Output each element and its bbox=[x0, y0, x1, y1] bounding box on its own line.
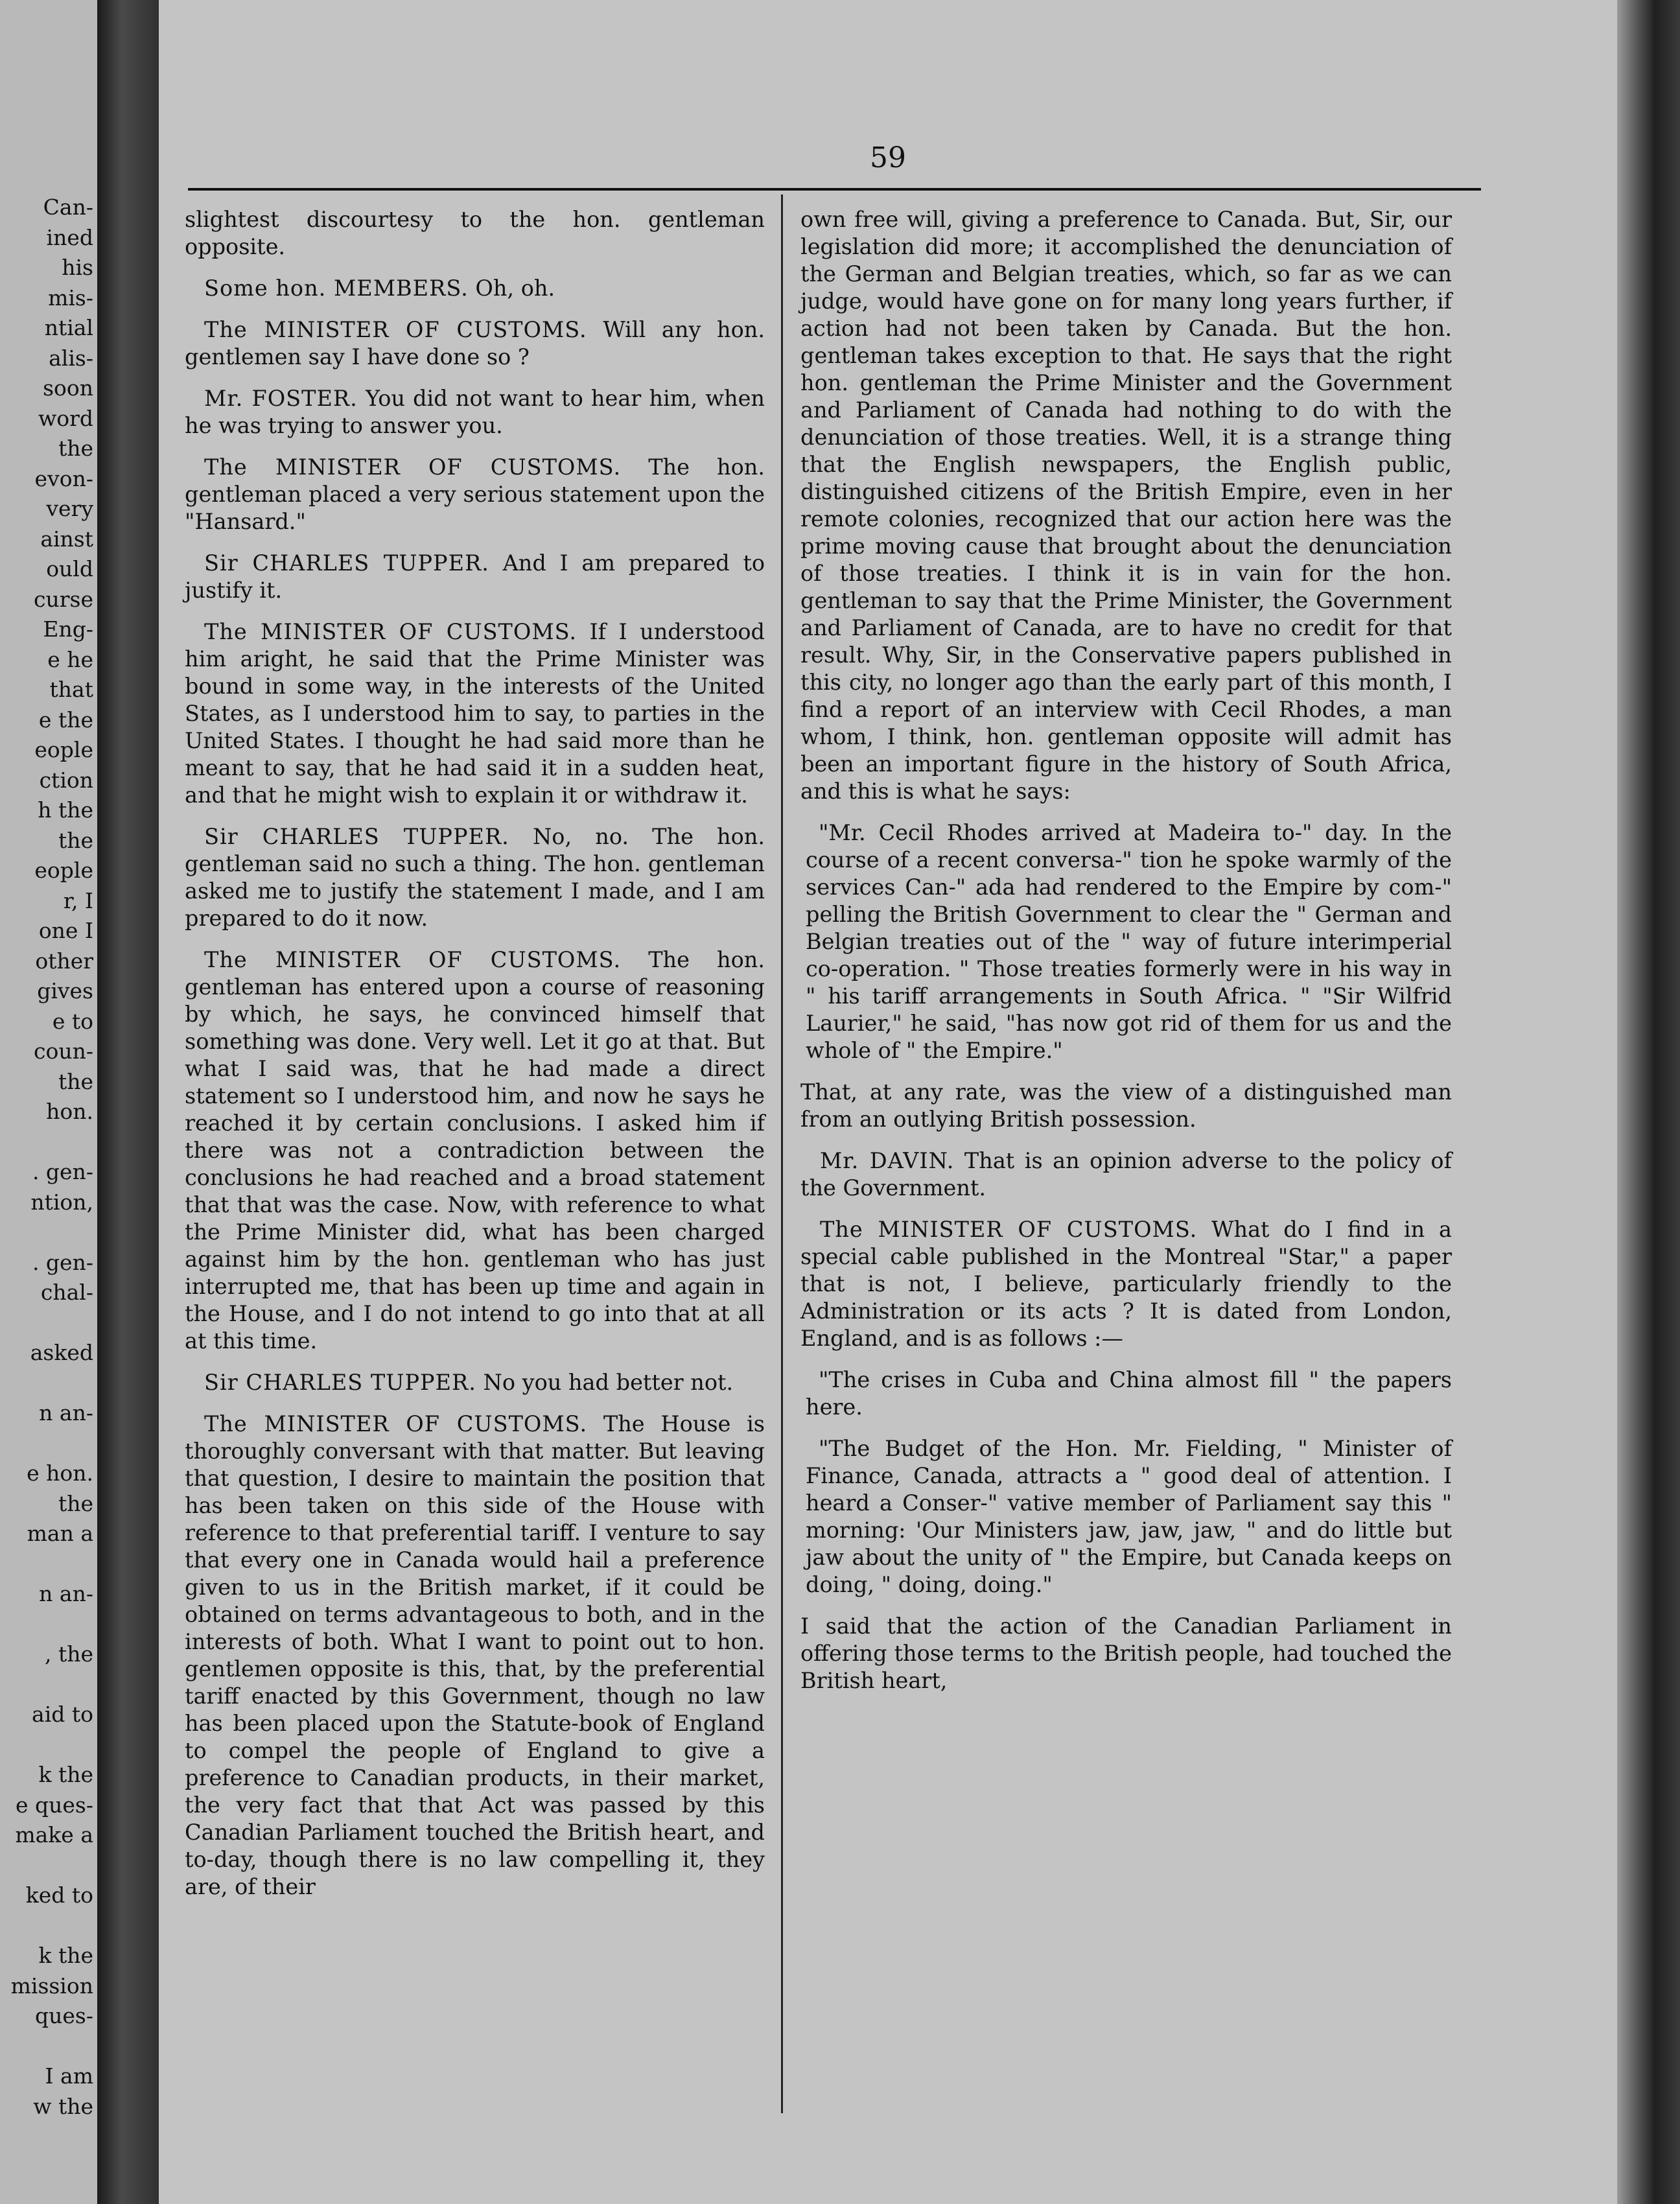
header-rule bbox=[188, 188, 1481, 191]
paragraph bbox=[185, 385, 765, 440]
margin-fragment: e the bbox=[38, 707, 93, 733]
paragraph-text: And I am prepared to justify it. bbox=[185, 550, 765, 603]
margin-fragment: other bbox=[35, 948, 93, 974]
margin-fragment: ques- bbox=[35, 2003, 93, 2028]
margin-fragment: e to bbox=[52, 1008, 93, 1034]
paragraph bbox=[800, 1079, 1452, 1133]
speaker-name: The MINISTER OF CUSTOMS. bbox=[204, 947, 622, 972]
margin-fragment: very bbox=[46, 496, 93, 521]
margin-fragment: ainst bbox=[40, 526, 93, 552]
margin-fragment: the bbox=[58, 827, 93, 853]
margin-fragment: chal- bbox=[40, 1280, 93, 1305]
paragraph-text: That, at any rate, was the view of a distinguished man from an outlying British possession. bbox=[800, 1079, 1452, 1132]
paragraph bbox=[185, 1369, 765, 1396]
margin-fragment: the bbox=[58, 1068, 93, 1094]
margin-fragment: word bbox=[38, 405, 93, 431]
margin-fragment: ction bbox=[39, 767, 93, 793]
margin-fragment: n an- bbox=[39, 1400, 93, 1425]
speaker-name: The MINISTER OF CUSTOMS. bbox=[204, 619, 578, 644]
margin-fragment: make a bbox=[15, 1822, 93, 1847]
margin-fragment: . gen- bbox=[32, 1159, 93, 1184]
margin-fragment: coun- bbox=[33, 1038, 93, 1064]
paragraph bbox=[185, 206, 765, 261]
margin-fragment: mis- bbox=[48, 285, 93, 311]
margin-fragment: k the bbox=[38, 1943, 93, 1968]
margin-fragment: aid to bbox=[32, 1702, 93, 1727]
margin-fragment: man a bbox=[27, 1521, 93, 1546]
margin-fragment: one I bbox=[38, 918, 93, 943]
left-column bbox=[185, 206, 765, 1915]
margin-fragment: ined bbox=[46, 224, 93, 250]
margin-fragment: , the bbox=[44, 1641, 93, 1667]
margin-fragment: I am bbox=[45, 2063, 93, 2089]
paragraph bbox=[185, 550, 765, 604]
margin-fragment: evon- bbox=[34, 465, 93, 491]
paragraph bbox=[185, 454, 765, 535]
margin-fragment: that bbox=[49, 677, 93, 702]
margin-fragment: ould bbox=[46, 556, 93, 581]
margin-fragment: Can- bbox=[43, 194, 93, 220]
margin-fragment: soon bbox=[43, 375, 93, 401]
paragraph-text: Will any hon. gentlemen say I have done so ? bbox=[185, 317, 765, 369]
paragraph bbox=[185, 946, 765, 1355]
margin-fragment: e ques- bbox=[15, 1792, 93, 1818]
speaker-name: The MINISTER OF CUSTOMS. bbox=[204, 1411, 588, 1436]
page-edge bbox=[1617, 0, 1680, 2204]
speaker-name: Mr. DAVIN. bbox=[820, 1148, 955, 1173]
margin-fragment: ked to bbox=[25, 1882, 93, 1908]
paragraph bbox=[800, 1216, 1452, 1352]
column-divider bbox=[781, 194, 783, 2113]
facing-page-fragment bbox=[0, 0, 97, 2204]
margin-fragment: the bbox=[58, 436, 93, 461]
paragraph bbox=[185, 1411, 765, 1901]
paragraph-text: That is an opinion adverse to the policy of the Government. bbox=[800, 1148, 1452, 1201]
paragraph bbox=[185, 823, 765, 932]
quoted-passage bbox=[806, 1435, 1452, 1599]
margin-fragment: ntial bbox=[44, 315, 93, 340]
paragraph-text: "Mr. Cecil Rhodes arrived at Madeira to-" day. In the course of a recent conversa-" tion he spoke warmly of the services Can-" ada had rendered to the Empire by com-" pelling the British Government to clear the " German and Belgian treaties out of the " way of future interimperial co-operation. " Those treaties formerly were in his way in " his tariff arrangements in South Africa. " "Sir Wilfrid Laurier," he said, "has now got rid of them for us and the whole of " the Empire." bbox=[806, 820, 1452, 1063]
margin-fragment: h the bbox=[38, 797, 93, 823]
margin-fragment: eople bbox=[34, 858, 93, 883]
quoted-passage bbox=[806, 1366, 1452, 1421]
right-column bbox=[800, 206, 1452, 1709]
paragraph-text: "The crises in Cuba and China almost fill " the papers here. bbox=[806, 1367, 1452, 1420]
paragraph-text: own free will, giving a preference to Canada. But, Sir, our legislation did more; it accomplished the denunciation of the German and Belgian treaties, which, so far as we can judge, would have gone on for many long years further, if action had not been taken by Canada. But the hon. gentleman takes exception to that. He says that the right hon. gentleman the Prime Minister and the Government and Parliament of Canada had nothing to do with the denunciation of those treaties. Well, it is a strange thing that the English newspapers, the English public, distinguished citizens of the British Empire, even in her remote colonies, recognized that our action here was the prime moving cause that brought about the denunciation of those treaties. I think it is in vain for the hon. gentleman to say that the Prime Minister, the Government and Parliament of Canada, are to have no credit for that result. Why, Sir, in the Conservative papers published in this city, no longer ago than the early part of this month, I find a report of an interview with Cecil Rhodes, a man whom, I think, hon. gentleman opposite will admit has been an important figure in the history of South Africa, and this is what he says: bbox=[800, 207, 1452, 804]
margin-fragment: e he bbox=[47, 646, 93, 672]
speaker-name: Sir CHARLES TUPPER. bbox=[204, 1370, 476, 1395]
margin-fragment: hon. bbox=[46, 1099, 93, 1124]
margin-fragment: w the bbox=[33, 2093, 93, 2119]
margin-fragment: asked bbox=[30, 1340, 93, 1365]
paragraph-text: The House is thoroughly conversant with that matter. But leaving that question, I desire to maintain the position that has been taken on this side of the House with reference to that preferential tariff. I venture to say that every one in Canada would hail a preference given to us in the British market, if it could be obtained on terms advantageous to both, and in the interests of both. What I want to point out to hon. gentlemen opposite is this, that, by the preferential tariff enacted by this Government, though no law has been placed upon the Statute-book of England to compel the people of England to give a preference to Canadian products, in their market, the very fact that that Act was passed by this Canadian Parliament touched the British heart, and to-day, though there is no law compelling it, they are, of their bbox=[185, 1411, 765, 1899]
speaker-name: Sir CHARLES TUPPER. bbox=[204, 550, 489, 576]
margin-fragment: eople bbox=[34, 737, 93, 762]
paragraph-text: Oh, oh. bbox=[475, 276, 555, 301]
paragraph-text: If I understood him aright, he said that the Prime Minister was bound in some way, in the interests of the United States, as I understood him to say, to parties in the United States. I thought he had said more than he meant to say, that he had said it in a sudden heat, and that he might wish to explain it or withdraw it. bbox=[185, 619, 765, 808]
margin-fragment: Eng- bbox=[43, 616, 93, 642]
document-page bbox=[159, 0, 1617, 2204]
margin-fragment: k the bbox=[38, 1762, 93, 1787]
paragraph bbox=[800, 206, 1452, 805]
paragraph bbox=[800, 1613, 1452, 1694]
margin-fragment: his bbox=[62, 255, 93, 280]
paragraph-text: You did not want to hear him, when he was trying to answer you. bbox=[185, 386, 765, 438]
paragraph-text: No, no. The hon. gentleman said no such a thing. The hon. gentleman asked me to justify the statement I made, and I am prepared to do it now. bbox=[185, 824, 765, 931]
margin-fragment: ntion, bbox=[30, 1189, 93, 1215]
paragraph-text: The hon. gentleman has entered upon a course of reasoning by which, he says, he convinced himself that something was done. Very well. Let it go at that. But what I said was, that he had made a direct statement so I understood him, and now he says he reached it by certain conclusions. I asked him if there was not a contradiction between the conclusions he had reached and a broad statement that that was the case. Now, with reference to what the Prime Minister did, what has been charged against him by the hon. gentleman who has just interrupted me, that has been up time and again in the House, and I do not intend to go into that at all at this time. bbox=[185, 947, 765, 1354]
paragraph-text: No you had better not. bbox=[483, 1370, 734, 1395]
margin-fragment: gives bbox=[37, 978, 93, 1003]
paragraph bbox=[185, 618, 765, 809]
speaker-name: Some hon. MEMBERS. bbox=[204, 276, 469, 301]
paragraph-text: "The Budget of the Hon. Mr. Fielding, " Minister of Finance, Canada, attracts a " good deal of attention. I heard a Conser-" vative member of Parliament say this " morning: 'Our Ministers jaw, jaw, jaw, " and do little but jaw about the unity of " the Empire, but Canada keeps on doing, " doing, doing." bbox=[806, 1436, 1452, 1597]
speaker-name: The MINISTER OF CUSTOMS. bbox=[204, 317, 587, 342]
margin-fragment: alis- bbox=[49, 345, 93, 371]
margin-fragment: e hon. bbox=[27, 1460, 93, 1486]
margin-fragment: the bbox=[58, 1490, 93, 1516]
margin-fragment: curse bbox=[34, 586, 93, 612]
margin-fragment: n an- bbox=[39, 1581, 93, 1606]
page-number: 59 bbox=[870, 141, 906, 174]
margin-fragment: mission bbox=[10, 1973, 93, 1999]
speaker-name: The MINISTER OF CUSTOMS. bbox=[204, 454, 622, 480]
book-gutter bbox=[97, 0, 159, 2204]
paragraph bbox=[185, 275, 765, 302]
margin-fragment: . gen- bbox=[32, 1249, 93, 1275]
quoted-passage bbox=[806, 819, 1452, 1064]
speaker-name: Mr. FOSTER. bbox=[204, 386, 358, 411]
paragraph-text: The hon. gentleman placed a very serious statement upon the "Hansard." bbox=[185, 454, 765, 534]
paragraph-text: slightest discourtesy to the hon. gentleman opposite. bbox=[185, 207, 765, 259]
speaker-name: Sir CHARLES TUPPER. bbox=[204, 824, 509, 849]
paragraph bbox=[185, 316, 765, 371]
speaker-name: The MINISTER OF CUSTOMS. bbox=[820, 1217, 1198, 1242]
paragraph-text: I said that the action of the Canadian Parliament in offering those terms to the British people, had touched the British heart, bbox=[800, 1613, 1452, 1693]
paragraph bbox=[800, 1147, 1452, 1202]
margin-fragment: r, I bbox=[63, 887, 93, 913]
paragraph-text: What do I find in a special cable published in the Montreal "Star," a paper that is not, I believe, particularly friendly to the Administration or its acts ? It is dated from London, England, and is as follows :— bbox=[800, 1217, 1452, 1351]
